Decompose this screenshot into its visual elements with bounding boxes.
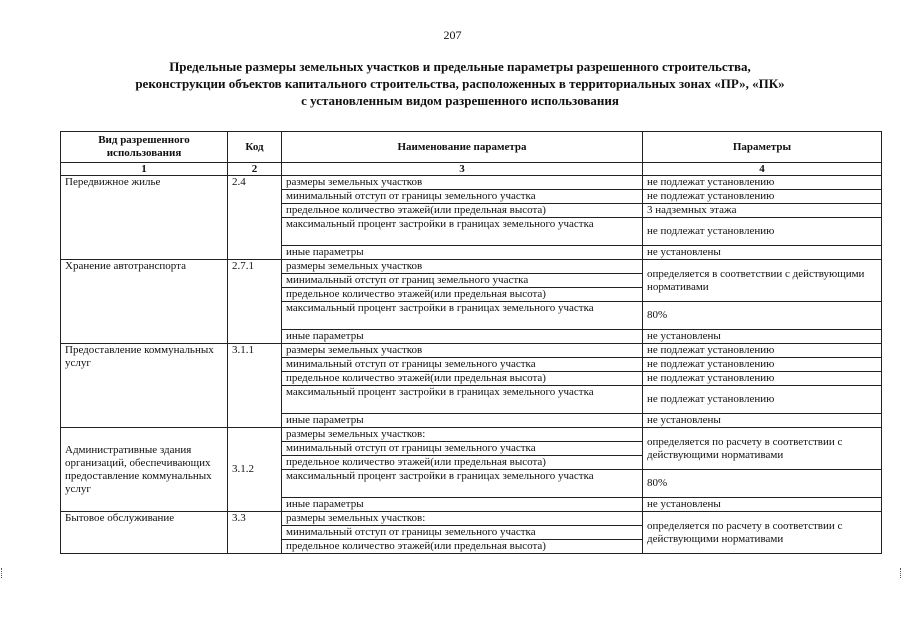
value-cell: не подлежат установлению	[643, 344, 882, 358]
param-cell: размеры земельных участков	[282, 344, 643, 358]
title-line-2: реконструкции объектов капитального строительства, расположенных в территориальных зонах «ПР», «ПК»	[135, 76, 785, 91]
param-cell: минимальный отступ от границы земельного участка	[282, 442, 643, 456]
value-cell: не установлены	[643, 414, 882, 428]
param-cell: размеры земельных участков	[282, 176, 643, 190]
value-cell: не подлежат установлению	[643, 190, 882, 204]
column-number: 4	[643, 163, 882, 176]
value-cell: определяется в соответствии с действующими нормативами	[643, 260, 882, 302]
param-cell: предельное количество этажей(или предельная высота)	[282, 204, 643, 218]
param-cell: иные параметры	[282, 414, 643, 428]
value-cell: не установлены	[643, 246, 882, 260]
table-row	[61, 344, 882, 358]
param-cell: минимальный отступ от границы земельного участка	[282, 358, 643, 372]
header-param: Наименование параметра	[282, 132, 643, 163]
table-row	[61, 428, 882, 442]
param-cell: максимальный процент застройки в границах земельного участка	[282, 470, 643, 498]
code-cell: 2.4	[228, 176, 282, 260]
param-cell: предельное количество этажей(или предельная высота)	[282, 456, 643, 470]
value-cell: определяется по расчету в соответствии с действующими нормативами	[643, 428, 882, 470]
param-cell: размеры земельных участков:	[282, 428, 643, 442]
use-cell: Предоставление коммунальных услуг	[61, 344, 228, 428]
table-row	[61, 260, 882, 274]
column-number-row	[61, 163, 882, 176]
value-cell: не подлежат установлению	[643, 386, 882, 414]
param-cell: минимальный отступ от границ земельного участка	[282, 274, 643, 288]
code-cell: 3.1.2	[228, 428, 282, 512]
value-cell: не установлены	[643, 330, 882, 344]
param-cell: минимальный отступ от границы земельного участка	[282, 526, 643, 540]
use-cell: Передвижное жилье	[61, 176, 228, 260]
value-cell: 3 надземных этажа	[643, 204, 882, 218]
value-cell: не подлежат установлению	[643, 372, 882, 386]
value-cell: 80%	[643, 302, 882, 330]
scan-edge-mark	[1, 568, 4, 578]
scan-edge-mark	[900, 568, 903, 578]
header-row	[61, 132, 882, 163]
value-cell: определяется по расчету в соответствии с действующими нормативами	[643, 512, 882, 554]
table-row	[61, 512, 882, 526]
header-use: Вид разрешенного использования	[61, 132, 228, 163]
column-number: 2	[228, 163, 282, 176]
param-cell: иные параметры	[282, 498, 643, 512]
code-cell: 3.1.1	[228, 344, 282, 428]
title-line-3: с установленным видом разрешенного использования	[301, 93, 619, 108]
document-title	[60, 58, 860, 109]
code-cell: 3.3	[228, 512, 282, 554]
value-cell: 80%	[643, 470, 882, 498]
column-number: 1	[61, 163, 228, 176]
param-cell: размеры земельных участков	[282, 260, 643, 274]
table-row	[61, 176, 882, 190]
param-cell: иные параметры	[282, 330, 643, 344]
value-cell: не подлежат установлению	[643, 218, 882, 246]
use-cell: Хранение автотранспорта	[61, 260, 228, 344]
param-cell: максимальный процент застройки в границах земельного участка	[282, 302, 643, 330]
value-cell: не подлежат установлению	[643, 358, 882, 372]
param-cell: минимальный отступ от границы земельного участка	[282, 190, 643, 204]
value-cell: не установлены	[643, 498, 882, 512]
page-number: 207	[443, 28, 462, 42]
header-value: Параметры	[643, 132, 882, 163]
param-cell: предельное количество этажей(или предельная высота)	[282, 288, 643, 302]
param-cell: максимальный процент застройки в границах земельного участка	[282, 218, 643, 246]
use-cell: Административные здания организаций, обеспечивающих предоставление коммунальных услуг	[61, 428, 228, 512]
param-cell: максимальный процент застройки в границах земельного участка	[282, 386, 643, 414]
param-cell: иные параметры	[282, 246, 643, 260]
parameters-table	[60, 131, 882, 554]
title-line-1: Предельные размеры земельных участков и предельные параметры разрешенного строительства,	[169, 59, 751, 74]
code-cell: 2.7.1	[228, 260, 282, 344]
header-code: Код	[228, 132, 282, 163]
use-cell: Бытовое обслуживание	[61, 512, 228, 554]
param-cell: предельное количество этажей(или предельная высота)	[282, 372, 643, 386]
param-cell: размеры земельных участков:	[282, 512, 643, 526]
column-number: 3	[282, 163, 643, 176]
value-cell: не подлежат установлению	[643, 176, 882, 190]
param-cell: предельное количество этажей(или предельная высота)	[282, 540, 643, 554]
